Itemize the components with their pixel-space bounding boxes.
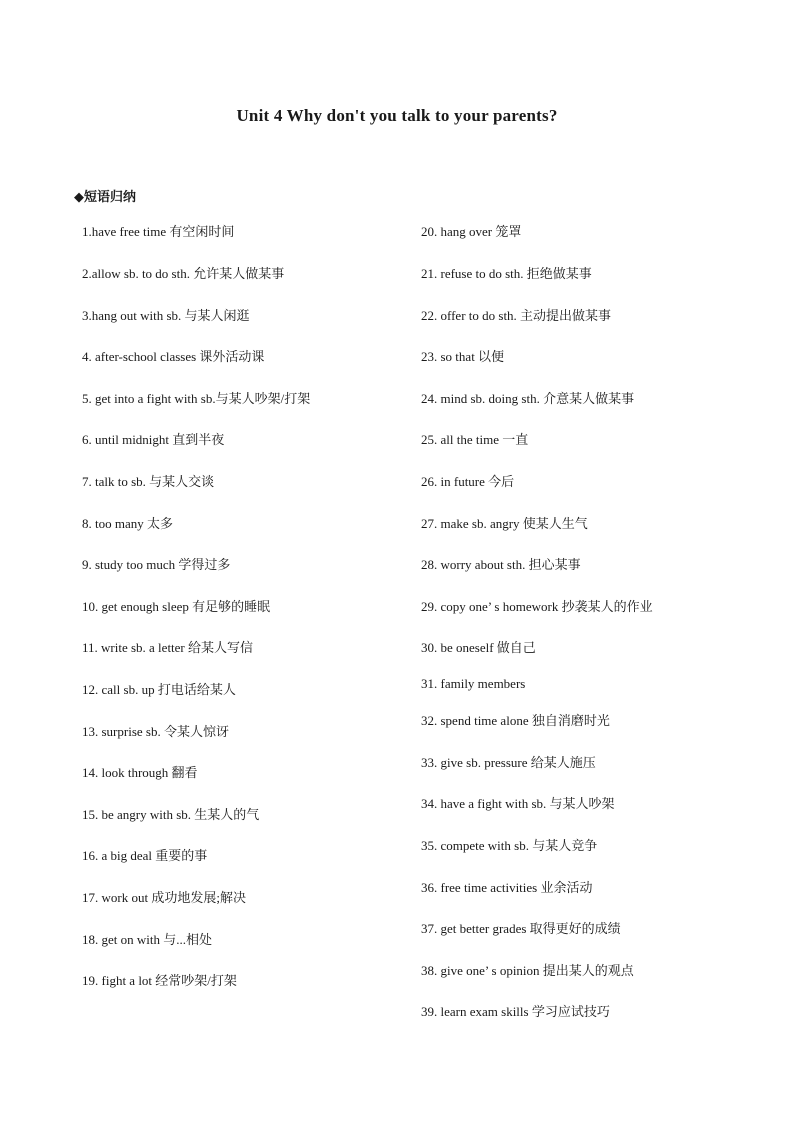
phrase-item: 27. make sb. angry 使某人生气	[421, 516, 588, 531]
phrase-item: 39. learn exam skills 学习应试技巧	[421, 1004, 610, 1019]
phrase-item: 29. copy one’ s homework 抄袭某人的作业	[421, 599, 653, 614]
phrase-item: 1.have free time 有空闲时间	[82, 224, 235, 239]
phrase-item: 9. study too much 学得过多	[82, 557, 231, 572]
phrase-item: 28. worry about sth. 担心某事	[421, 557, 581, 572]
phrase-item: 20. hang over 笼罩	[421, 224, 522, 239]
phrase-item: 18. get on with 与...相处	[82, 932, 212, 947]
phrase-item: 13. surprise sb. 令某人惊讶	[82, 724, 229, 739]
phrase-item: 2.allow sb. to do sth. 允许某人做某事	[82, 266, 285, 281]
phrase-item: 31. family members	[421, 676, 526, 691]
phrase-item: 38. give one’ s opinion 提出某人的观点	[421, 963, 634, 978]
phrase-item: 3.hang out with sb. 与某人闲逛	[82, 308, 250, 323]
phrase-item: 35. compete with sb. 与某人竞争	[421, 838, 598, 853]
phrase-item: 17. work out 成功地发展;解决	[82, 890, 246, 905]
phrase-item: 19. fight a lot 经常吵架/打架	[82, 973, 237, 988]
phrase-item: 8. too many 太多	[82, 516, 173, 531]
phrase-item: 5. get into a fight with sb.与某人吵架/打架	[82, 391, 311, 406]
phrase-item: 24. mind sb. doing sth. 介意某人做某事	[421, 391, 635, 406]
phrase-item: 15. be angry with sb. 生某人的气	[82, 807, 260, 822]
phrase-item: 30. be oneself 做自己	[421, 640, 536, 655]
phrase-item: 16. a big deal 重要的事	[82, 848, 208, 863]
phrase-item: 21. refuse to do sth. 拒绝做某事	[421, 266, 592, 281]
section-heading: ◆短语归纳	[74, 190, 136, 205]
phrase-item: 32. spend time alone 独自消磨时光	[421, 713, 610, 728]
phrase-item: 34. have a fight with sb. 与某人吵架	[421, 796, 615, 811]
phrase-item: 4. after-school classes 课外活动课	[82, 349, 265, 364]
phrase-item: 23. so that 以便	[421, 349, 505, 364]
phrase-item: 11. write sb. a letter 给某人写信	[82, 640, 254, 655]
phrase-item: 7. talk to sb. 与某人交谈	[82, 474, 215, 489]
phrase-item: 22. offer to do sth. 主动提出做某事	[421, 308, 612, 323]
phrase-item: 36. free time activities 业余活动	[421, 880, 593, 895]
phrase-item: 33. give sb. pressure 给某人施压	[421, 755, 596, 770]
phrase-item: 25. all the time 一直	[421, 432, 529, 447]
page-title: Unit 4 Why don't you talk to your parents?	[236, 106, 558, 125]
phrase-item: 10. get enough sleep 有足够的睡眠	[82, 599, 271, 614]
phrase-item: 14. look through 翻看	[82, 765, 198, 780]
phrase-item: 6. until midnight 直到半夜	[82, 432, 225, 447]
phrase-item: 26. in future 今后	[421, 474, 515, 489]
phrase-item: 12. call sb. up 打电话给某人	[82, 682, 236, 697]
phrase-item: 37. get better grades 取得更好的成绩	[421, 921, 621, 936]
